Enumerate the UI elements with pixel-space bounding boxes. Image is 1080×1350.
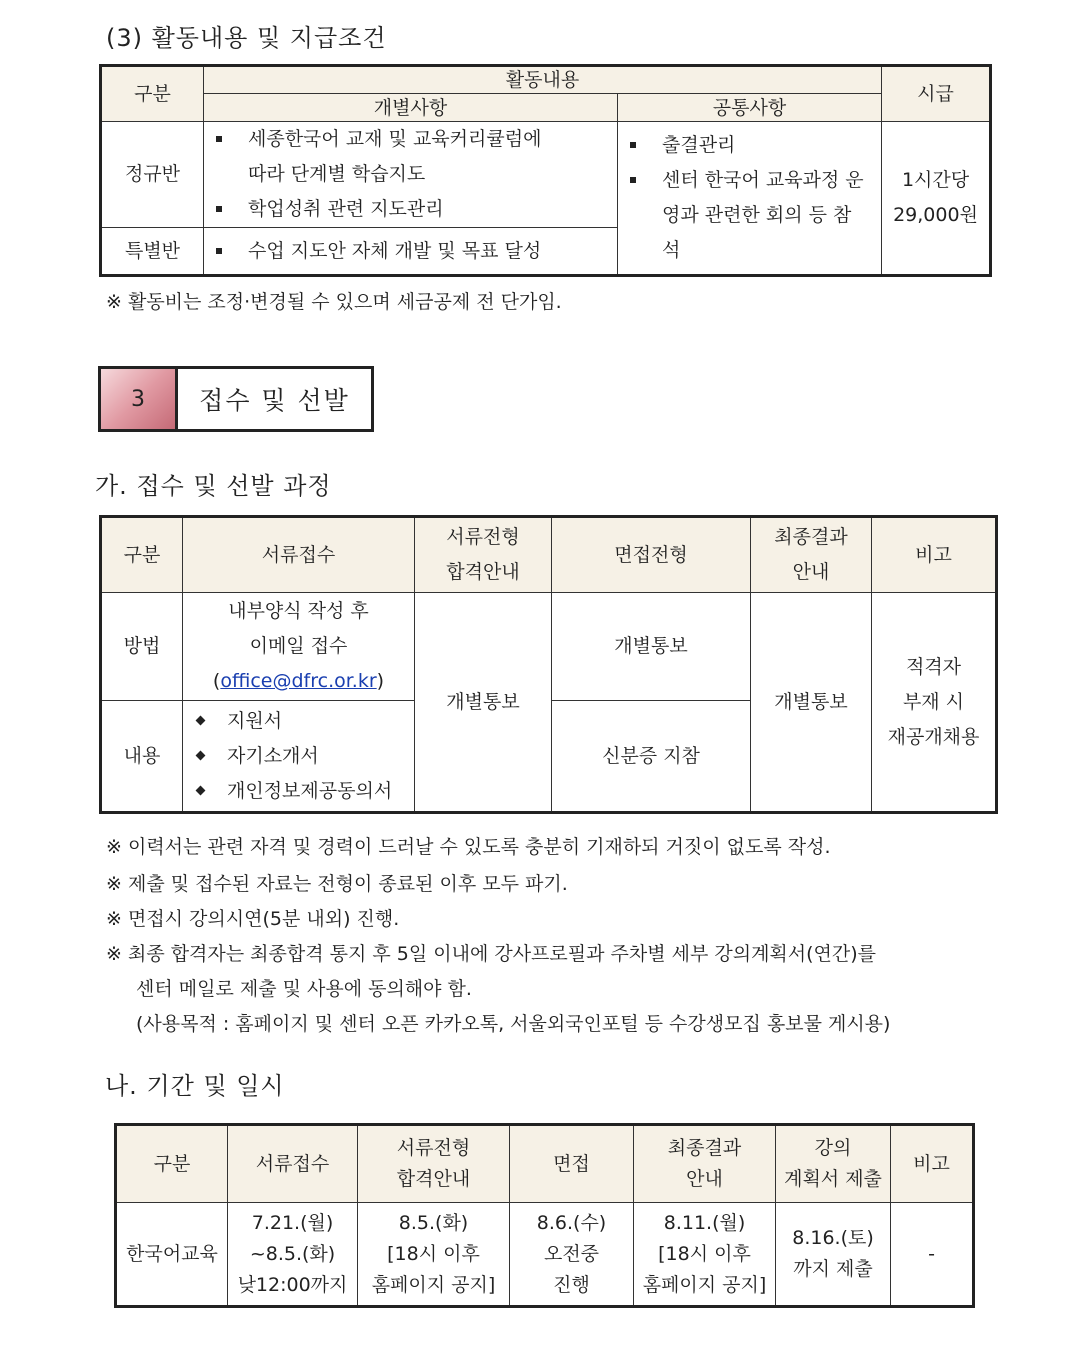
- remark-cell: -: [891, 1203, 974, 1307]
- list-item: 출결관리: [630, 128, 867, 163]
- header-doc-receipt: 서류접수: [183, 517, 415, 593]
- final-line1: 8.11.(월): [663, 1211, 746, 1234]
- list-item: 학업성취 관련 지도관리: [216, 192, 617, 227]
- note-4-cont: 센터 메일로 제출 및 사용에 동의해야 함.: [136, 978, 472, 1000]
- header-final: [634, 1125, 776, 1203]
- list-item: 개인정보제공동의서: [195, 774, 414, 809]
- final-cell: [634, 1203, 776, 1307]
- method-line1: 내부양식 작성 후: [228, 600, 369, 622]
- email-link[interactable]: office@dfrc.or.kr: [220, 670, 377, 692]
- header-category: 구분: [116, 1125, 228, 1203]
- header-plan-l1: 강의: [814, 1137, 852, 1159]
- pay-line1: 1시간당: [901, 169, 970, 191]
- header-final-l1: 최종결과: [774, 526, 848, 548]
- header-individual: 개별사항: [204, 94, 618, 122]
- header-plan: [776, 1125, 891, 1203]
- note-3: ※ 면접시 강의시연(5분 내외) 진행.: [106, 908, 400, 930]
- schedule-heading: 나. 기간 및 일시: [105, 1072, 285, 1100]
- pay-line2: 29,000원: [893, 204, 978, 226]
- header-final-l2: 안내: [686, 1168, 723, 1190]
- header-category: 구분: [101, 66, 204, 122]
- interview-line1: 8.6.(수): [536, 1211, 607, 1234]
- receipt-cell: [228, 1203, 358, 1307]
- note-2: ※ 제출 및 접수된 자료는 전형이 종료된 이후 모두 파기.: [106, 873, 568, 895]
- receipt-line2: ~8.5.(화): [249, 1242, 336, 1265]
- header-pay: 시급: [882, 66, 991, 122]
- header-final: [751, 517, 872, 593]
- header-remark: 비고: [891, 1125, 974, 1203]
- header-final-l1: 최종결과: [667, 1137, 742, 1159]
- interview-method: 개별통보: [552, 593, 751, 701]
- interview-cell: [510, 1203, 634, 1307]
- result-line3: 홈페이지 공지]: [371, 1273, 496, 1296]
- interview-line2: 오전중: [543, 1242, 600, 1265]
- list-item: 센터 한국어 교육과정 운영과 관련한 회의 등 참석: [630, 163, 867, 268]
- remark-line1: 적격자: [905, 655, 962, 678]
- header-doc-result: [415, 517, 552, 593]
- header-category: 구분: [101, 517, 183, 593]
- section-3-header: [98, 366, 374, 432]
- final-line2: [18시 이후: [658, 1242, 751, 1265]
- paren-open: (: [212, 670, 221, 692]
- receipt-line1: 7.21.(월): [251, 1211, 334, 1234]
- section-number: 3: [101, 369, 178, 429]
- header-remark: 비고: [872, 517, 997, 593]
- header-doc-result-l1: 서류전형: [446, 526, 520, 548]
- plan-line2: 까지 제출: [793, 1258, 873, 1280]
- activity-heading: (3) 활동내용 및 지급조건: [106, 24, 387, 52]
- remark-cell: [872, 593, 997, 813]
- header-doc-result-l2: 합격안내: [446, 561, 520, 583]
- interview-content: 신분증 지참: [552, 701, 751, 813]
- pay-cell: [882, 122, 991, 276]
- activity-table: [99, 64, 992, 277]
- content-items: [183, 704, 414, 809]
- plan-cell: [776, 1203, 891, 1307]
- header-activity: 활동내용: [204, 66, 882, 94]
- row-method: 방법: [101, 593, 183, 701]
- list-item: 세종한국어 교재 및 교육커리큘럼에 따라 단계별 학습지도: [216, 122, 617, 192]
- paren-close: ): [376, 670, 385, 692]
- note-4: ※ 최종 합격자는 최종합격 통지 후 5일 이내에 강사프로필과 주차별 세부 강의계획서(연간)를: [106, 943, 877, 965]
- header-doc-receipt: 서류접수: [228, 1125, 358, 1203]
- regular-items: [204, 122, 617, 227]
- schedule-table: [114, 1123, 975, 1308]
- common-items: [618, 128, 881, 268]
- row-regular: 정규반: [101, 122, 204, 228]
- result-line1: 8.5.(화): [398, 1211, 469, 1234]
- row-content: 내용: [101, 701, 183, 813]
- header-doc-result: [358, 1125, 510, 1203]
- remark-line3: 재공개채용: [887, 725, 980, 748]
- row-special: 특별반: [101, 228, 204, 276]
- final-value: 개별통보: [751, 593, 872, 813]
- method-line3: [183, 664, 414, 699]
- list-item: 자기소개서: [195, 739, 414, 774]
- note-1: ※ 이력서는 관련 자격 및 경력이 드러날 수 있도록 충분히 기재하되 거짓이 없도록 작성.: [106, 836, 831, 858]
- header-doc-result-l1: 서류전형: [396, 1137, 471, 1159]
- special-items: [204, 234, 617, 269]
- header-interview: 면접전형: [552, 517, 751, 593]
- header-plan-l2: 계획서 제출: [784, 1168, 882, 1190]
- process-heading: 가. 접수 및 선발 과정: [95, 472, 332, 500]
- header-common: 공통사항: [618, 94, 882, 122]
- doc-result-value: 개별통보: [415, 593, 552, 813]
- activity-note: ※ 활동비는 조정·변경될 수 있으며 세금공제 전 단가임.: [106, 291, 562, 313]
- note-4-purpose: (사용목적 : 홈페이지 및 센터 오픈 카카오톡, 서울외국인포털 등 수강생모집 홍보물 게시용): [136, 1013, 891, 1035]
- plan-line1: 8.16.(토): [792, 1227, 874, 1249]
- method-cell: [183, 593, 415, 701]
- section-title: 접수 및 선발: [199, 386, 350, 415]
- header-doc-result-l2: 합격안내: [396, 1168, 471, 1190]
- method-line2: 이메일 접수: [249, 635, 348, 657]
- row-category: 한국어교육: [116, 1203, 228, 1307]
- process-table: [99, 515, 998, 814]
- result-cell: [358, 1203, 510, 1307]
- header-final-l2: 안내: [792, 561, 830, 583]
- result-line2: [18시 이후: [387, 1242, 480, 1265]
- final-line3: 홈페이지 공지]: [642, 1273, 767, 1296]
- remark-line2: 부재 시: [902, 690, 965, 713]
- list-item: 수업 지도안 자체 개발 및 목표 달성: [216, 234, 617, 269]
- header-interview: 면접: [510, 1125, 634, 1203]
- receipt-line3: 낮12:00까지: [237, 1273, 348, 1296]
- list-item: 지원서: [195, 704, 414, 739]
- interview-line3: 진행: [553, 1273, 590, 1296]
